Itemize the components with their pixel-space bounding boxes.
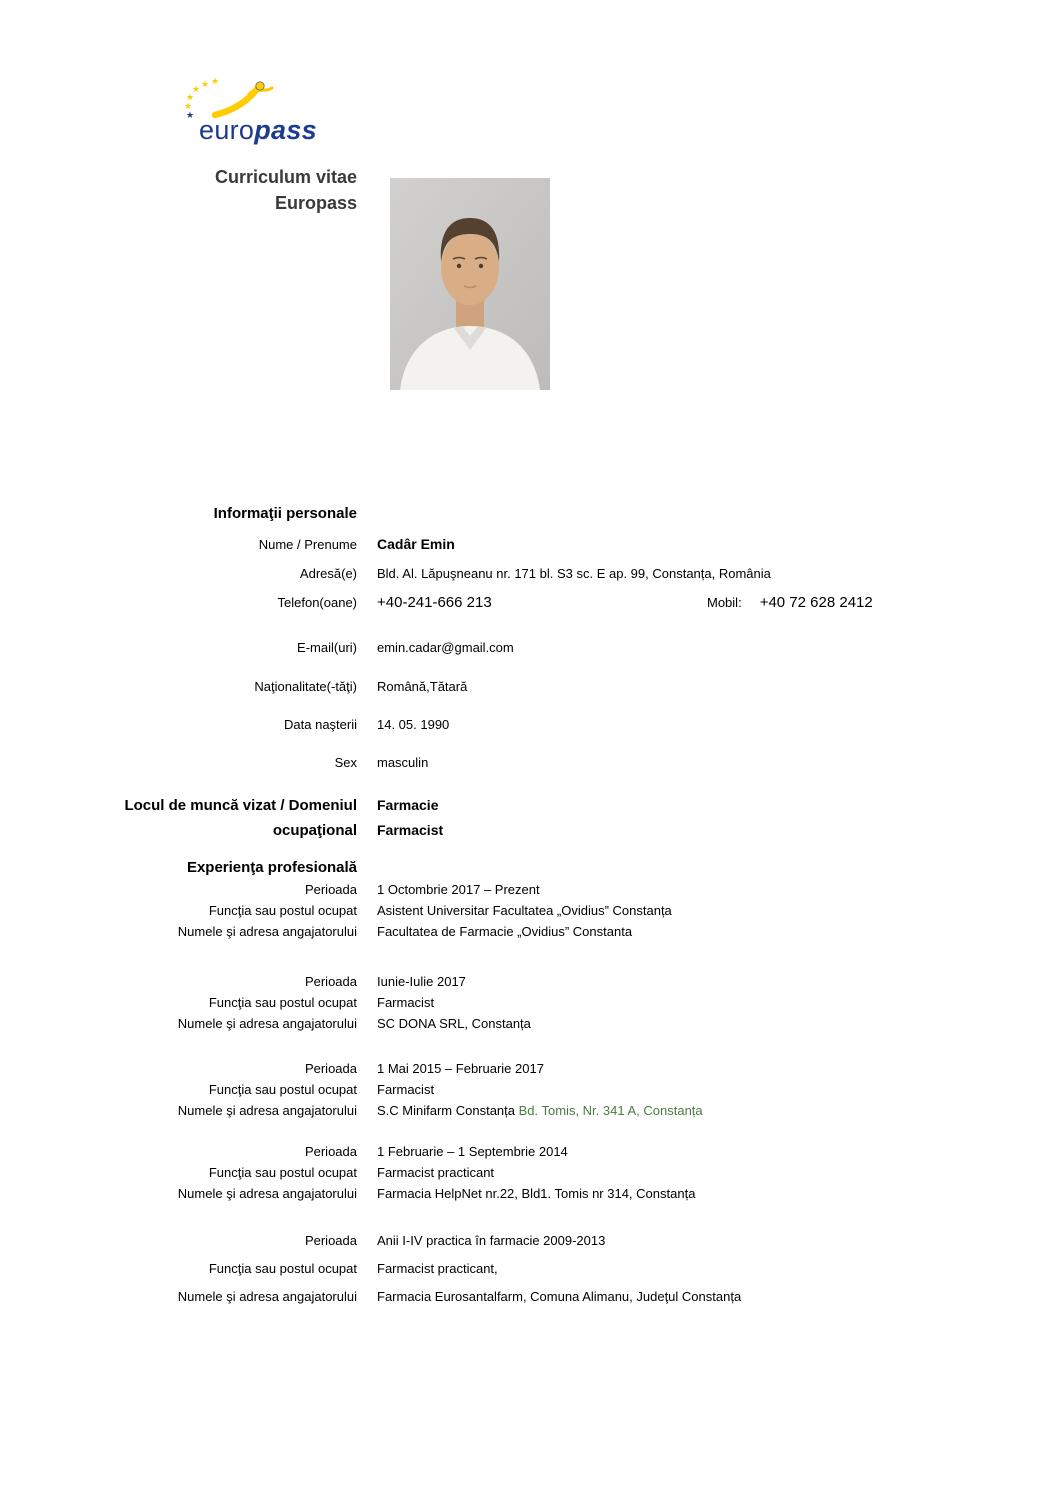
row-position: [0, 1258, 1058, 1279]
row-employer: [0, 1100, 1058, 1121]
experience-entry: [0, 879, 1058, 942]
job-target-value-line2: Farmacist: [377, 822, 444, 838]
row-position: [0, 1079, 1058, 1100]
svg-text:★: ★: [186, 93, 195, 103]
row-period: [0, 971, 1058, 992]
employer-label: Numele şi adresa angajatorului: [177, 924, 357, 939]
row-employer: [0, 1286, 1058, 1307]
cv-content: [0, 505, 1058, 1307]
experience-entry: [0, 1141, 1058, 1204]
employer-value: Facultatea de Farmacie „Ovidius” Constanta: [377, 924, 633, 939]
title-line1: Curriculum vitae: [214, 167, 357, 187]
position-label: Funcţia sau postul ocupat: [208, 1165, 357, 1180]
period-value: Iunie-Iulie 2017: [377, 974, 466, 989]
period-value: 1 Mai 2015 – Februarie 2017: [377, 1061, 544, 1076]
sex-value: masculin: [377, 755, 429, 770]
row-birthdate: [0, 716, 1058, 733]
period-label: Perioada: [304, 882, 357, 897]
period-label: Perioada: [304, 1061, 357, 1076]
row-period: [0, 1141, 1058, 1162]
period-label: Perioada: [304, 1144, 357, 1159]
nationality-label: Naţionalitate(-tăţi): [254, 679, 357, 694]
address-value: Bld. Al. Lăpuşneanu nr. 171 bl. S3 sc. E ap. 99, Constanța, România: [377, 566, 771, 581]
row-period: [0, 879, 1058, 900]
sex-label: Sex: [334, 755, 357, 770]
phone-label: Telefon(oane): [277, 595, 357, 610]
row-employer: [0, 921, 1058, 942]
experience-entry: [0, 1230, 1058, 1307]
period-label: Perioada: [304, 1233, 357, 1248]
row-employer: [0, 1013, 1058, 1034]
mobile-value: +40 72 628 2412: [759, 594, 873, 611]
flying-figure-icon: [215, 82, 272, 115]
position-value: Farmacist: [377, 995, 435, 1010]
position-label: Funcţia sau postul ocupat: [208, 1082, 357, 1097]
nationality-value: Română,Tătară: [377, 679, 468, 694]
birthdate-value: 14. 05. 1990: [377, 717, 450, 732]
portrait-image: [390, 178, 550, 390]
row-position: [0, 1162, 1058, 1183]
employer-label: Numele şi adresa angajatorului: [177, 1186, 357, 1201]
europass-logo: [185, 78, 317, 144]
europass-logo-icon: [185, 78, 313, 120]
employer-value: Farmacia HelpNet nr.22, Bld1. Tomis nr 314, Constanța: [377, 1186, 696, 1201]
row-sex: [0, 754, 1058, 771]
phone-value: +40-241-666 213: [377, 594, 492, 611]
position-value: Asistent Universitar Facultatea „Ovidius” Constanța: [377, 903, 672, 918]
logo-euro-text: euro: [199, 115, 255, 145]
row-job-target-1: [0, 793, 1058, 818]
svg-text:★: ★: [201, 80, 210, 90]
row-period: [0, 1058, 1058, 1079]
employer-value: Farmacia Eurosantalfarm, Comuna Alimanu, Judeţul Constanța: [377, 1289, 742, 1304]
section-personal-heading-row: [0, 505, 1058, 523]
period-value: Anii I-IV practica în farmacie 2009-2013: [377, 1233, 606, 1248]
position-value: Farmacist practicant: [377, 1165, 495, 1180]
svg-text:★: ★: [186, 111, 195, 121]
row-employer: [0, 1183, 1058, 1204]
row-email: [0, 639, 1058, 656]
name-value: Cadâr Emin: [377, 536, 455, 552]
email-label: E-mail(uri): [297, 640, 357, 655]
position-value: Farmacist: [377, 1082, 435, 1097]
name-label: Nume / Prenume: [258, 537, 357, 552]
personal-info-heading: Informaţii personale: [213, 505, 357, 522]
mobile-label: Mobil:: [707, 595, 742, 610]
period-label: Perioada: [304, 974, 357, 989]
employer-highlight-text: Bd. Tomis, Nr. 341 A, Constanța: [515, 1103, 703, 1118]
employer-text: S.C Minifarm Constanța: [377, 1103, 515, 1118]
svg-text:★: ★: [192, 85, 201, 95]
experience-heading: Experienţa profesională: [186, 859, 357, 876]
europass-wordmark: [199, 117, 317, 144]
row-nationality: [0, 678, 1058, 695]
row-job-target-2: [0, 818, 1058, 843]
employer-label: Numele şi adresa angajatorului: [177, 1289, 357, 1304]
section-experience-heading-row: [0, 859, 1058, 877]
document-title: [0, 164, 357, 216]
row-position: [0, 900, 1058, 921]
position-label: Funcţia sau postul ocupat: [208, 995, 357, 1010]
position-label: Funcţia sau postul ocupat: [208, 903, 357, 918]
row-phone: [0, 594, 1058, 611]
job-target-heading-line2: ocupaţional: [272, 822, 357, 839]
experience-entry: [0, 1058, 1058, 1121]
job-target-value-line1: Farmacie: [377, 797, 439, 813]
employer-value: SC DONA SRL, Constanța: [377, 1016, 531, 1031]
row-name: [0, 536, 1058, 553]
svg-text:★: ★: [211, 77, 220, 87]
position-value: Farmacist practicant,: [377, 1261, 498, 1276]
row-position: [0, 992, 1058, 1013]
position-label: Funcţia sau postul ocupat: [208, 1261, 357, 1276]
experience-entry: [0, 971, 1058, 1034]
row-period: [0, 1230, 1058, 1251]
employer-label: Numele şi adresa angajatorului: [177, 1016, 357, 1031]
period-value: 1 Octombrie 2017 – Prezent: [377, 882, 540, 897]
address-label: Adresă(e): [299, 566, 357, 581]
svg-text:★: ★: [184, 102, 193, 112]
row-address: [0, 565, 1058, 582]
employer-value: [357, 1100, 703, 1121]
job-target-heading-line1: Locul de muncă vizat / Domeniul: [124, 797, 357, 814]
logo-pass-text: pass: [254, 115, 317, 145]
title-line2: Europass: [274, 193, 357, 213]
profile-photo: [390, 178, 550, 390]
period-value: 1 Februarie – 1 Septembrie 2014: [377, 1144, 568, 1159]
birthdate-label: Data naşterii: [284, 717, 357, 732]
phone-values: [357, 594, 873, 611]
email-value: emin.cadar@gmail.com: [377, 640, 514, 655]
employer-label: Numele şi adresa angajatorului: [177, 1103, 357, 1118]
